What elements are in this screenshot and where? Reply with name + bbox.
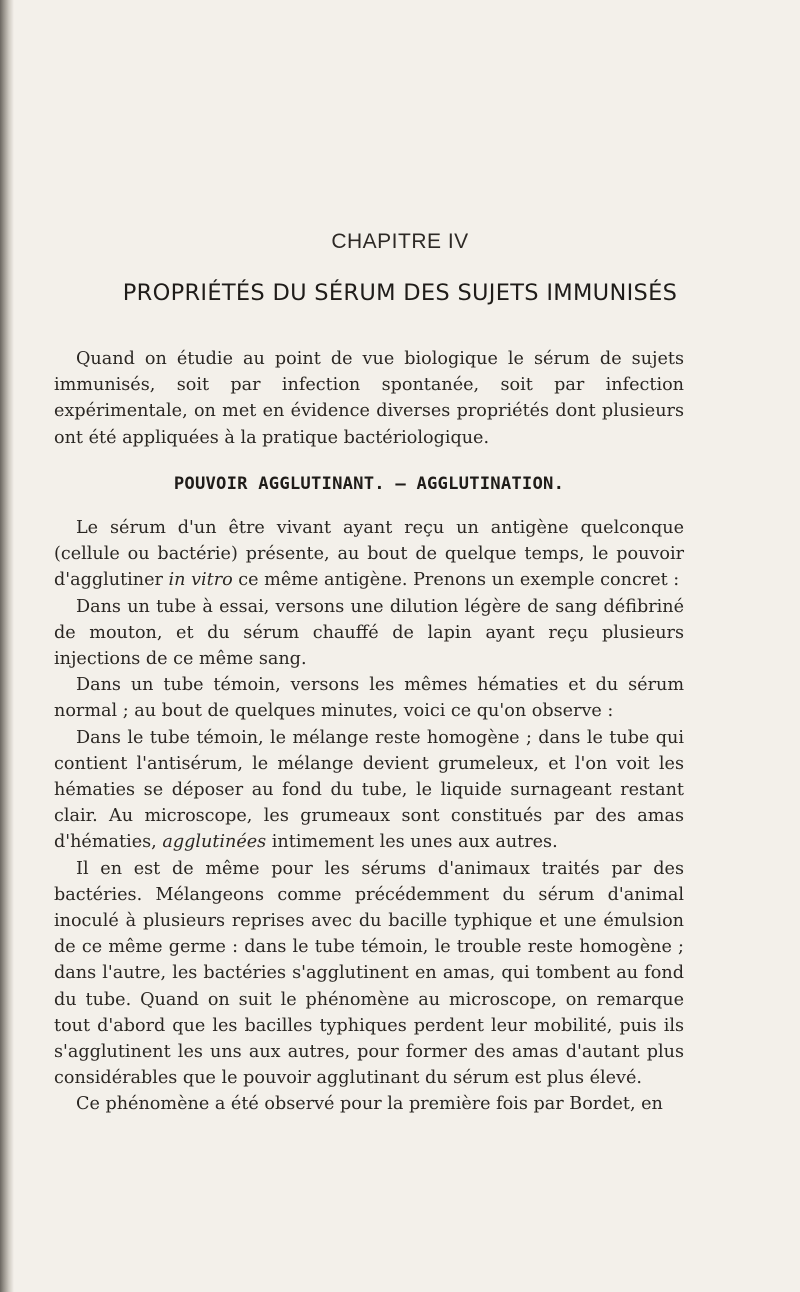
paragraph-bacteria: Il en est de même pour les sérums d'animaux traités par des bactéries. Mélangeons comme précédemment du sérum d'animal inoculé à plusieurs reprises avec du bacille typhique et une émulsion de ce même germe : dans le tube témoin, le trouble reste homogène ; dans l'autre, les bactéries s'agglutinent en amas, qui tombent au fond du tube. Quand on suit le phénomène au microscope, on remarque tout d'abord que les bacilles typhiques perdent leur mobilité, puis ils s'agglutinent les uns aux autres, pour former des amas d'autant plus considérables que le pouvoir agglutinant du sérum est plus élevé. (54, 858, 684, 1089)
paragraph-antigen-text-2: ce même antigène. Prenons un exemple concret : (232, 570, 680, 591)
paragraph-control-tube: Dans un tube témoin, versons les mêmes hématies et du sérum normal ; au bout de quelques minutes, voici ce qu'on observe : (54, 675, 684, 722)
paragraph-antigen (54, 515, 684, 594)
chapter-number: CHAPITRE IV (331, 230, 469, 253)
paragraph-observation-text-1: Dans le tube témoin, le mélange reste homogène ; dans le tube qui contient l'antisérum, le mélange devient grumeleux, et l'on voit les hématies se déposer au fond du tube, le liquide surnageant restant clair. Au microscope, les grumeaux sont constitués par des amas d'hématies, (54, 727, 684, 853)
chapter-title: PROPRIÉTÉS DU SÉRUM DES SUJETS IMMUNISÉS (122, 280, 678, 306)
paragraph-antigen-text-1: Le sérum d'un être vivant ayant reçu un antigène quelconque (cellule ou bactérie) présente, au bout de quelque temps, le pouvoir d'agglutiner (54, 518, 684, 591)
paragraph-observation-text-2: intimement les unes aux autres. (266, 832, 558, 853)
paragraph-bordet: Ce phénomène a été observé pour la première fois par Bordet, en (76, 1094, 663, 1115)
paragraph-antigen-italic: in vitro (168, 570, 233, 591)
intro-paragraph: Quand on étudie au point de vue biologique le sérum de sujets immunisés, soit par infection spontanée, soit par infection expérimentale, on met en évidence diverses propriétés dont plusieurs ont été appliquées à la pratique bactériologique. (54, 349, 684, 448)
paragraph-test-tube: Dans un tube à essai, versons une dilution légère de sang défibriné de mouton, et du sérum chauffé de lapin ayant reçu plusieurs injections de ce même sang. (54, 596, 684, 670)
section-heading: POUVOIR AGGLUTINANT. — AGGLUTINATION. (173, 473, 565, 494)
body-text (54, 346, 684, 1118)
paragraph-observation (54, 725, 684, 856)
paragraph-observation-italic: agglutinées (162, 832, 267, 853)
